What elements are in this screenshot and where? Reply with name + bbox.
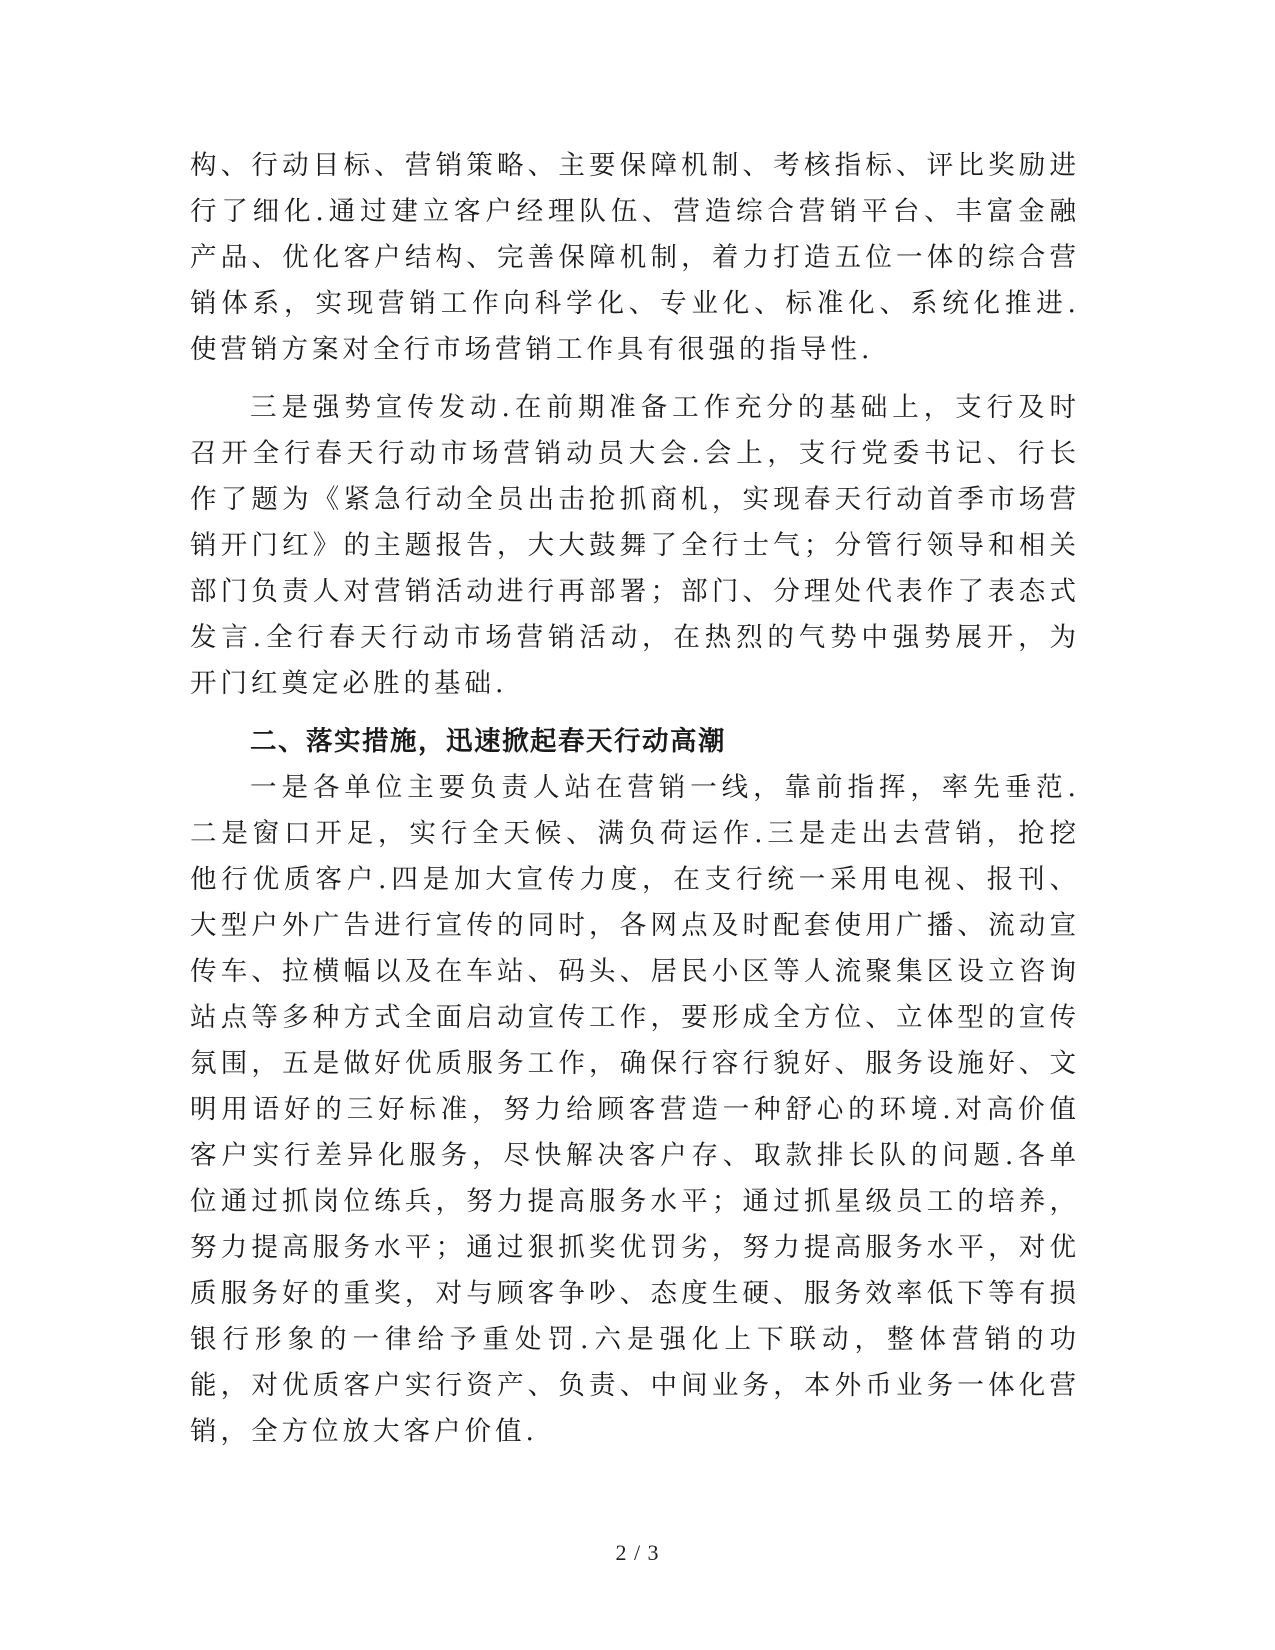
section-heading: 二、落实措施，迅速掀起春天行动高潮 xyxy=(250,726,726,757)
page-number: 2 / 3 xyxy=(615,1540,660,1565)
paragraph-continuation: 构、行动目标、营销策略、主要保障机制、考核指标、评比奖励进行了细化.通过建立客户经理队伍、营造综合营销平台、丰富金融产品、优化客户结构、完善保障机制，着力打造五位一体的综合营销体系，实现营销工作向科学化、专业化、标准化、系统化推进.使营销方案对全行市场营销工作具有很强的指导性. xyxy=(190,150,1080,365)
paragraph-publicity: 三是强势宣传发动.在前期准备工作充分的基础上，支行及时召开全行春天行动市场营销动员大会.会上，支行党委书记、行长作了题为《紧急行动全员出击抢抓商机，实现春天行动首季市场营销开门红》的主题报告，大大鼓舞了全行士气；分管行领导和相关部门负责人对营销活动进行再部署；部门、分理处代表作了表态式发言.全行春天行动市场营销活动，在热烈的气势中强势展开，为开门红奠定必胜的基础. xyxy=(190,392,1080,699)
document-body xyxy=(190,143,1080,1455)
paragraph-measures: 一是各单位主要负责人站在营销一线，靠前指挥，率先垂范.二是窗口开足，实行全天候、满负荷运作.三是走出去营销，抢挖他行优质客户.四是加大宣传力度，在支行统一采用电视、报刊、大型户外广告进行宣传的同时，各网点及时配套使用广播、流动宣传车、拉横幅以及在车站、码头、居民小区等人流聚集区设立咨询站点等多种方式全面启动宣传工作，要形成全方位、立体型的宣传氛围，五是做好优质服务工作，确保行容行貌好、服务设施好、文明用语好的三好标准，努力给顾客营造一种舒心的环境.对高价值客户实行差异化服务，尽快解决客户存、取款排长队的问题.各单位通过抓岗位练兵，努力提高服务水平；通过抓星级员工的培养，努力提高服务水平；通过狠抓奖优罚劣，努力提高服务水平，对优质服务好的重奖，对与顾客争吵、态度生硬、服务效率低下等有损银行形象的一律给予重处罚.六是强化上下联动，整体营销的功能，对优质客户实行资产、负责、中间业务，本外币业务一体化营销，全方位放大客户价值. xyxy=(190,772,1080,1447)
